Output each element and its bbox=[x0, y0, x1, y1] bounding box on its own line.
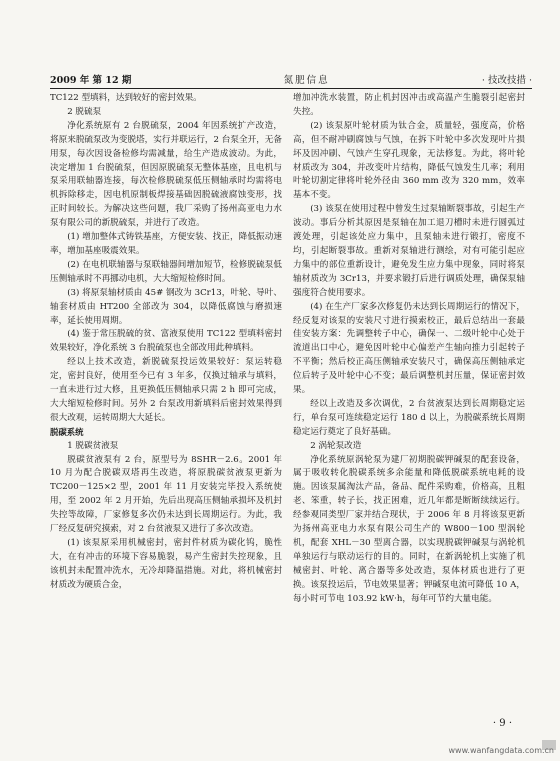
subsection-heading: 1 脱碳贫液泵 bbox=[67, 440, 119, 451]
paragraph: (3) 该泵在使用过程中曾发生过泵轴断裂事故，引起生产波动。事后分析其原因是泵轴在加工退刀槽时未进行圆弧过渡处理，引起该处应力集中，且泵轴未进行锻打，密度不均，引起断裂事故。重新对泵轴进行测绘，对有可能引起应力集中的部位重新设计，避免发生应力集中现象，同时将泵轴材质改为 3Cr13，并要求锻打后进行调质处理，确保泵轴强度符合使用要求。 bbox=[293, 204, 525, 298]
journal-title: 氮肥信息 bbox=[283, 75, 330, 86]
left-column bbox=[50, 92, 282, 593]
paragraph: (2) 该泵原叶轮材质为钛合金，质量轻，强度高，价格高，但不耐冲刷腐蚀与气蚀，在拆下叶轮中多次发现叶片损坏及因冲刷、气蚀产生穿孔现象，无法修复。为此，将叶轮材质改为 304，并改变叶片结构，降低气蚀发生几率；利用叶轮切割定律将叶轮外径由 360 mm 改为 320 mm，效率基本不变。 bbox=[293, 120, 525, 201]
page-number: · 9 · bbox=[492, 718, 512, 729]
paragraph: (1) 该泵原采用机械密封，密封件材质为碳化钨，脆性大，在有冲击的环境下容易脆裂，易产生密封失控现象，且该机封未配置冲洗水，无冷却降温措施。对此，将机械密封材质改为硬质合金， bbox=[50, 538, 282, 590]
paragraph: 增加冲洗水装置，防止机封因冲击或高温产生脆裂引起密封失控。 bbox=[293, 93, 525, 117]
paragraph: 经以上改造及多次调优，2 台贫液泵达到长周期稳定运行，单台泵可连续稳定运行 180 d 以上，为脱碳系统长周期稳定运行奠定了良好基础。 bbox=[293, 398, 525, 437]
paragraph: 经以上技术改造，新脱硫泵投运效果较好：泵运转稳定，密封良好，使用至今已有 3 年多，仅换过轴承与填料，一直未进行过大修，且更换低压侧轴承只需 2 h 即可完成，大大缩短检修时间。另外 2 台泵改用新填料后密封效果得到很大改观，运转周期大大延长。 bbox=[50, 357, 282, 423]
right-column bbox=[293, 92, 525, 607]
paragraph: (1) 增加整体式铸铁基座，方便安装、找正，降低振动速率，增加基座吸震效果。 bbox=[50, 232, 282, 256]
paragraph: (4) 鉴于常压脱硫的贫、富液泵使用 TC122 型填料密封效果较好，净化系统 3 台脱硫泵也全部改用此种填料。 bbox=[50, 329, 282, 354]
subsection-heading: 2 涡轮泵改造 bbox=[310, 440, 362, 451]
subsection-heading: 2 脱硫泵 bbox=[67, 106, 102, 117]
section-label: · 技改技措 · bbox=[481, 75, 532, 86]
paragraph: 净化系统原有 2 台脱硫泵，2004 年因系统扩产改造，将原来脱硫泵改为变脱塔，实行并联运行，2 台泵全开，无备用泵，每次因设备检修均需减量，给生产造成波动。为此，决定增加 1 台脱硫泵，但因原脱硫泵无整体基座，且电机与泵采用联轴器连接，每次检修脱硫泵低压侧轴承时均需将电机拆除移走，因电机原制板焊接基础因脱硫液腐蚀变形，找正时间较长。为解决这些问题，我厂采购了扬州高亚电力水泵有限公司的新脱硫泵，并进行了改造。 bbox=[50, 120, 282, 229]
paragraph: (3) 将原泵轴材质由 45# 钢改为 3Cr13，叶轮、导叶、轴套材质由 HT200 全部改为 304，以降低腐蚀与磨损速率，延长使用周期。 bbox=[50, 287, 282, 326]
issue-label: 2009 年 第 12 期 bbox=[50, 75, 132, 86]
section-heading: 脱碳系统 bbox=[50, 426, 84, 437]
paragraph: 脱碳贫液泵有 2 台，原型号为 8SHR－2.6。2001 年 10 月为配合脱碳双塔再生改造，将原脱碳贫液泵更新为 TC200－125×2 型，2001 年 11 月安装完毕投入系统使用，至 2002 年 2 月开始，先后出现高压侧轴承损坏及机封失控等故障，厂家修复多次仍未达到长周期运行。为此，我厂经反复研究摸索，对 2 台贫液泵又进行了多次改造。 bbox=[50, 454, 282, 535]
page-header bbox=[50, 68, 532, 89]
paragraph: (4) 在生产厂家多次修复仍未达到长周期运行的情况下，经反复对该泵的安装尺寸进行摸索校正，最后总结出一套最佳安装方案：先调整转子中心，确保一、二级叶轮中心处于流道出口中心，避免因叶轮中心偏差产生轴向推力引起转子不平衡；然后校正高压侧轴承安装尺寸，确保高压侧轴承定位后转子及叶轮中心不变；最后调整机封压量，保证密封效果。 bbox=[293, 301, 525, 396]
paragraph: TC122 型填料，达到较好的密封效果。 bbox=[50, 93, 202, 103]
watermark: www.wanfangdata.com.cn bbox=[448, 746, 554, 755]
paragraph: (2) 在电机联轴器与泵联轴器间增加短节，检修脱硫泵低压侧轴承时不再挪动电机，大大缩短检修时间。 bbox=[50, 259, 282, 284]
paragraph: 净化系统原涡轮泵为建厂初期脱碳钾碱泵的配套设备，属于吸收转化脱碳系统多余能量和降低脱碳系统电耗的设施。因该泵属淘汰产品，备品、配件采购难，价格高，且粗老、笨重，转子长，找正困难，近几年都是断断续续运行。经参观同类型厂家并结合现状，于 2006 年 8 月将该泵更新为扬州高亚电力水泵有限公司生产的 W800－100 型涡轮机，配套 XHL－30 型离合器，以实现脱碳钾碱泵与涡轮机单独运行与联动运行的目的。同时，在新涡轮机上实施了机械密封、叶轮、离合器等多处改造，泵体材质也进行了更换。该泵投运后，节电效果显著；钾碱泵电流可降低 10 A，每小时可节电 103.92 kW·h，每年可节约大量电能。 bbox=[293, 454, 525, 604]
